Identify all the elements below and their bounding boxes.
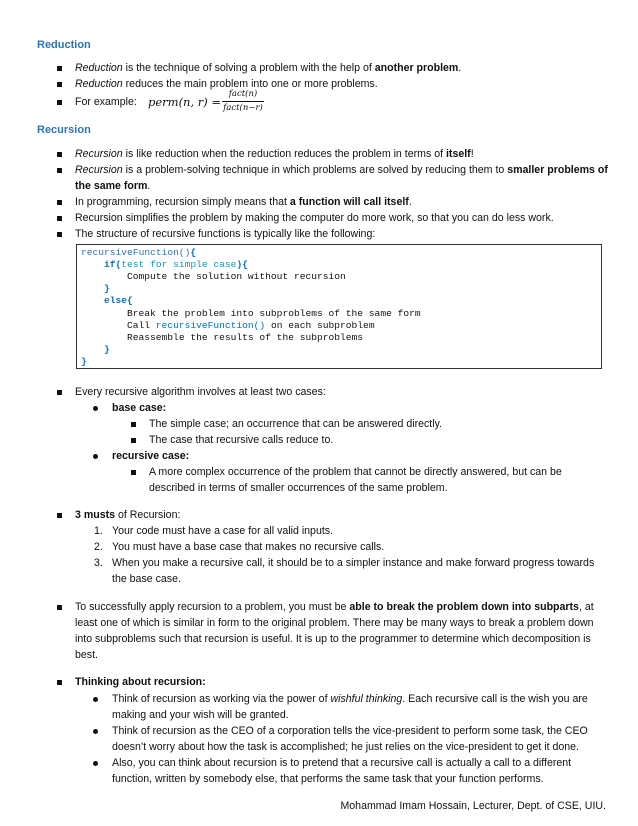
- code-line-5: else{: [104, 295, 133, 306]
- apply-line-4: best.: [75, 649, 98, 661]
- formula-lhs: perm(n, r) =: [148, 95, 222, 109]
- bullet-square: [57, 513, 62, 518]
- bullet-dot: [93, 761, 98, 766]
- example-label: For example:: [75, 96, 137, 108]
- bullet-square: [57, 232, 62, 237]
- bullet-square: [57, 605, 62, 610]
- code-line-9: }: [104, 344, 110, 355]
- must-item-3: When you make a recursive call, it should be to a simpler instance and make forward progress towards: [112, 557, 595, 569]
- code-line-3: Compute the solution without recursion: [127, 271, 346, 282]
- bullet-dot: [93, 697, 98, 702]
- code-line-8: Reassemble the results of the subproblems: [127, 332, 364, 343]
- page-footer: Mohammad Imam Hossain, Lecturer, Dept. of CSE, UIU.: [340, 800, 606, 812]
- code-line-4: }: [104, 283, 110, 294]
- thinking-item-2: Think of recursion as the CEO of a corporation tells the vice-president to perform some task, the CEO: [112, 725, 588, 737]
- reduction-bullet-1: Reduction is the technique of solving a problem with the help of another problem.: [75, 62, 462, 74]
- list-number: 1.: [94, 525, 103, 537]
- apply-line-2: least one of which is similar in form to the original problem. There may be many ways to break a problem down: [75, 617, 594, 629]
- recursive-case-item-1: A more complex occurrence of the problem that cannot be directly answered, but can be: [149, 466, 562, 478]
- bullet-square: [57, 216, 62, 221]
- bullet-square: [131, 470, 136, 475]
- bullet-square: [57, 390, 62, 395]
- recursive-case-item-1-cont: described in terms of smaller occurrences of the same problem.: [149, 482, 448, 494]
- cases-intro: Every recursive algorithm involves at least two cases:: [75, 386, 326, 398]
- recursive-case-label: recursive case:: [112, 450, 190, 462]
- apply-line-3: into subproblems such that recursion is useful. It is up to the programmer to determine which decomposition is: [75, 633, 591, 645]
- bullet-square: [57, 66, 62, 71]
- code-line-7: Call recursiveFunction() on each subproblem: [127, 320, 375, 331]
- bullet-square: [57, 152, 62, 157]
- base-case-item-2: The case that recursive calls reduce to.: [149, 434, 334, 446]
- code-line-6: Break the problem into subproblems of the same form: [127, 308, 421, 319]
- bullet-square: [57, 200, 62, 205]
- list-number: 2.: [94, 541, 103, 553]
- bullet-square: [131, 422, 136, 427]
- thinking-item-1-cont: making and your wish will be granted.: [112, 709, 289, 721]
- thinking-item-2-cont: doesn’t worry about how the task is accomplished; he just relies on the vice-president to get it done.: [112, 741, 579, 753]
- thinking-item-3: Also, you can think about recursion is to pretend that a recursive call is actually a call to a different: [112, 757, 572, 769]
- must-item-2: You must have a base case that makes no recursive calls.: [112, 541, 385, 553]
- formula-denominator: fact(n−r): [223, 103, 263, 113]
- base-case-label: base case:: [112, 402, 167, 414]
- must-item-1: Your code must have a case for all valid inputs.: [112, 525, 334, 537]
- bullet-square: [57, 82, 62, 87]
- musts-heading: 3 musts of Recursion:: [75, 509, 181, 521]
- recursion-bullet-5: The structure of recursive functions is typically like the following:: [75, 228, 376, 240]
- recursion-bullet-2: Recursion is a problem-solving technique in which problems are solved by reducing them to smaller problems of: [75, 164, 608, 176]
- code-line-1: recursiveFunction(){: [81, 247, 197, 258]
- bullet-square: [57, 168, 62, 173]
- list-number: 3.: [94, 557, 103, 569]
- base-case-item-1: The simple case; an occurrence that can be answered directly.: [149, 418, 443, 430]
- bullet-square: [57, 680, 62, 685]
- bullet-dot: [93, 406, 98, 411]
- thinking-item-3-cont: function, written by somebody else, that performs the same task that your function performs.: [112, 773, 544, 785]
- recursion-bullet-4: Recursion simplifies the problem by making the computer do more work, so that you can do less work.: [75, 212, 554, 224]
- code-line-2: if(test for simple case){: [104, 259, 248, 270]
- bullet-dot: [93, 729, 98, 734]
- recursion-heading: Recursion: [37, 124, 91, 136]
- thinking-heading: Thinking about recursion:: [75, 676, 206, 688]
- thinking-item-1: Think of recursion as working via the power of wishful thinking. Each recursive call is the wish you are: [112, 693, 588, 705]
- reduction-bullet-2: Reduction reduces the main problem into one or more problems.: [75, 78, 378, 90]
- apply-line-1: To successfully apply recursion to a problem, you must be able to break the problem down into subparts, at: [75, 601, 594, 613]
- fraction-bar: [222, 101, 264, 102]
- reduction-heading: Reduction: [37, 39, 91, 51]
- recursion-bullet-2-cont: the same form.: [75, 180, 151, 192]
- code-box: [76, 244, 602, 369]
- formula-numerator: fact(n): [228, 89, 258, 99]
- bullet-dot: [93, 454, 98, 459]
- recursion-bullet-1: Recursion is like reduction when the reduction reduces the problem in terms of itself!: [75, 148, 474, 160]
- bullet-square: [131, 438, 136, 443]
- recursion-bullet-3: In programming, recursion simply means that a function will call itself.: [75, 196, 412, 208]
- must-item-3-cont: the base case.: [112, 573, 181, 585]
- bullet-square: [57, 100, 62, 105]
- code-line-10: }: [81, 356, 87, 367]
